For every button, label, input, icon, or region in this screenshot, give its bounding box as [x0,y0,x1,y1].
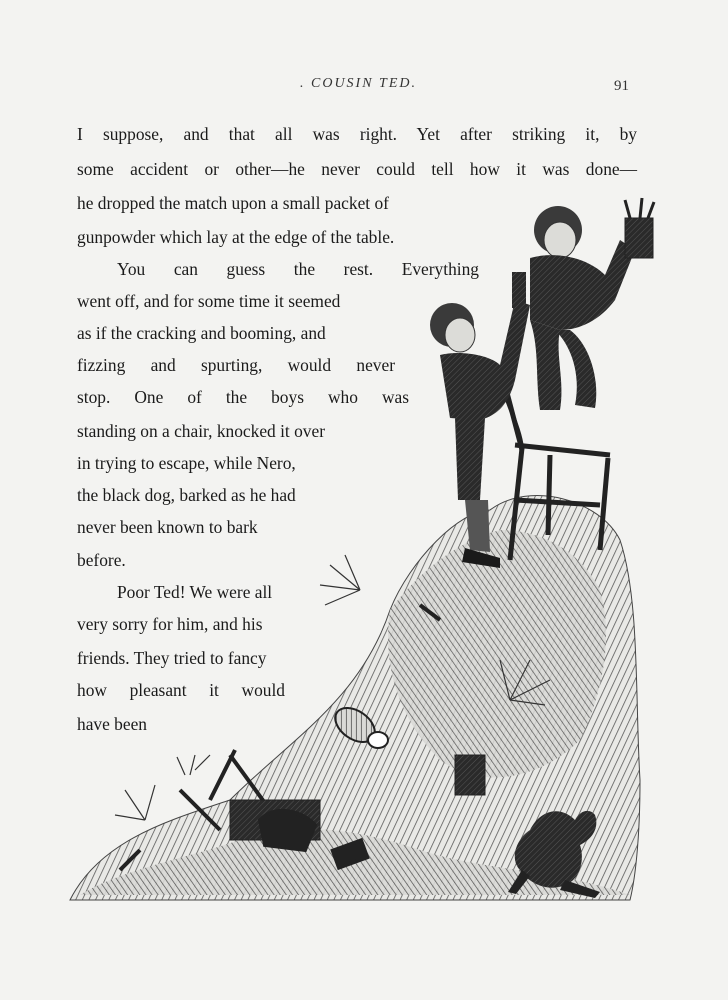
engraving-illustration [60,180,660,910]
page-header [0,76,728,100]
text-line-7: as if the cracking and booming, and [77,323,326,343]
text-line-19: have been [77,714,148,734]
text-line-14: before. [77,550,126,570]
text-line-8: fizzing and spurting, would never [77,355,395,375]
text-line-5: You can guess the rest. Everything [117,259,479,279]
text-line-10: standing on a chair, knocked it over [77,421,326,441]
running-head: . COUSIN TED. [300,76,418,91]
text-line-13: never been known to bark [77,517,258,537]
text-line-12: the black dog, barked as he had [77,485,296,505]
text-line-11: in trying to escape, while Nero, [77,453,296,473]
text-line-16: very sorry for him, and his [77,614,263,634]
text-line-17: friends. They tried to fancy [77,648,267,668]
text-line-15: Poor Ted! We were all [117,582,273,602]
text-line-4: gunpowder which lay at the edge of the table. [77,227,395,247]
text-line-6: went off, and for some time it seemed [77,291,341,311]
page-number: 91 [614,78,629,94]
boy-on-chair [530,198,654,410]
text-line-18: how pleasant it would [77,680,285,700]
text-line-1: I suppose, and that all was right. Yet after striking it, by [77,124,637,144]
text-line-9: stop. One of the boys who was [77,387,409,407]
text-line-3: he dropped the match upon a small packet of [77,193,389,213]
text-line-2: some accident or other—he never could tell how it was done— [77,159,637,179]
